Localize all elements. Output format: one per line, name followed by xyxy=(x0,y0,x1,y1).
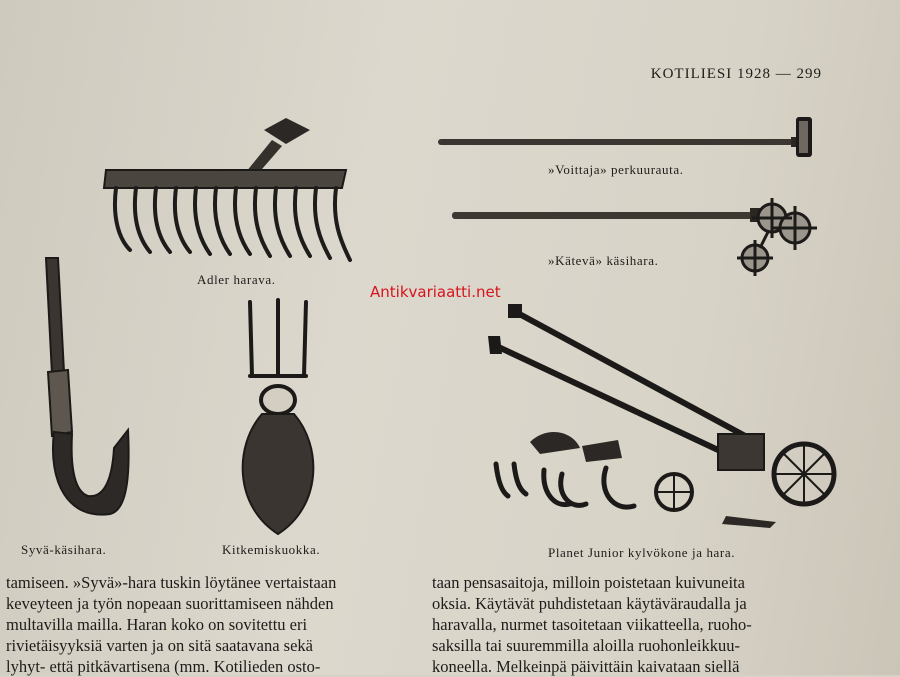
page-header: KOTILIESI 1928 — 299 xyxy=(650,66,822,82)
syva-caption: Syvä-käsihara. xyxy=(21,542,107,557)
body-line: oksia. Käytävät puhdistetaan käytäväraudalla ja xyxy=(432,594,747,613)
body-line: keveyteen ja työn nopeaan suorittamiseen nähden xyxy=(6,594,334,613)
planet-junior-illustration xyxy=(486,296,838,536)
voittaja-caption: »Voittaja» perkuurauta. xyxy=(548,162,684,177)
body-line: tamiseen. »Syvä»-hara tuskin löytänee vertaistaan xyxy=(6,573,337,592)
body-line: koneella. Melkeinpä päivittäin kaivataan siellä xyxy=(432,657,740,676)
body-line: multavilla mailla. Haran koko on sovitettu eri xyxy=(6,615,308,634)
kitkemiskuokka-illustration xyxy=(222,296,332,541)
watermark-text: Antikvariaatti.net xyxy=(370,283,501,301)
harava-illustration xyxy=(96,110,386,270)
body-column-right xyxy=(432,572,824,677)
kasihara-illustration xyxy=(450,188,830,288)
perkuurauta-illustration xyxy=(436,112,836,162)
kitkemis-caption: Kitkemiskuokka. xyxy=(222,542,321,557)
body-line: lyhyt- että pitkävartisena (mm. Kotilieden osto- xyxy=(6,657,321,676)
body-line: rivietäisyyksiä varten ja on sitä saatavana sekä xyxy=(6,636,313,655)
body-line: haravalla, nurmet tasoitetaan viikatteella, ruoho- xyxy=(432,615,752,634)
syva-kasihara-illustration xyxy=(18,252,148,532)
kateva-caption: »Kätevä» käsihara. xyxy=(548,253,659,268)
body-column-left xyxy=(6,572,398,677)
adler-caption: Adler harava. xyxy=(197,272,276,287)
planet-caption: Planet Junior kylvökone ja hara. xyxy=(548,545,736,560)
body-line: taan pensasaitoja, milloin poistetaan kuivuneita xyxy=(432,573,745,592)
body-line: saksilla tai suuremmilla aloilla ruohonleikkuu- xyxy=(432,636,740,655)
